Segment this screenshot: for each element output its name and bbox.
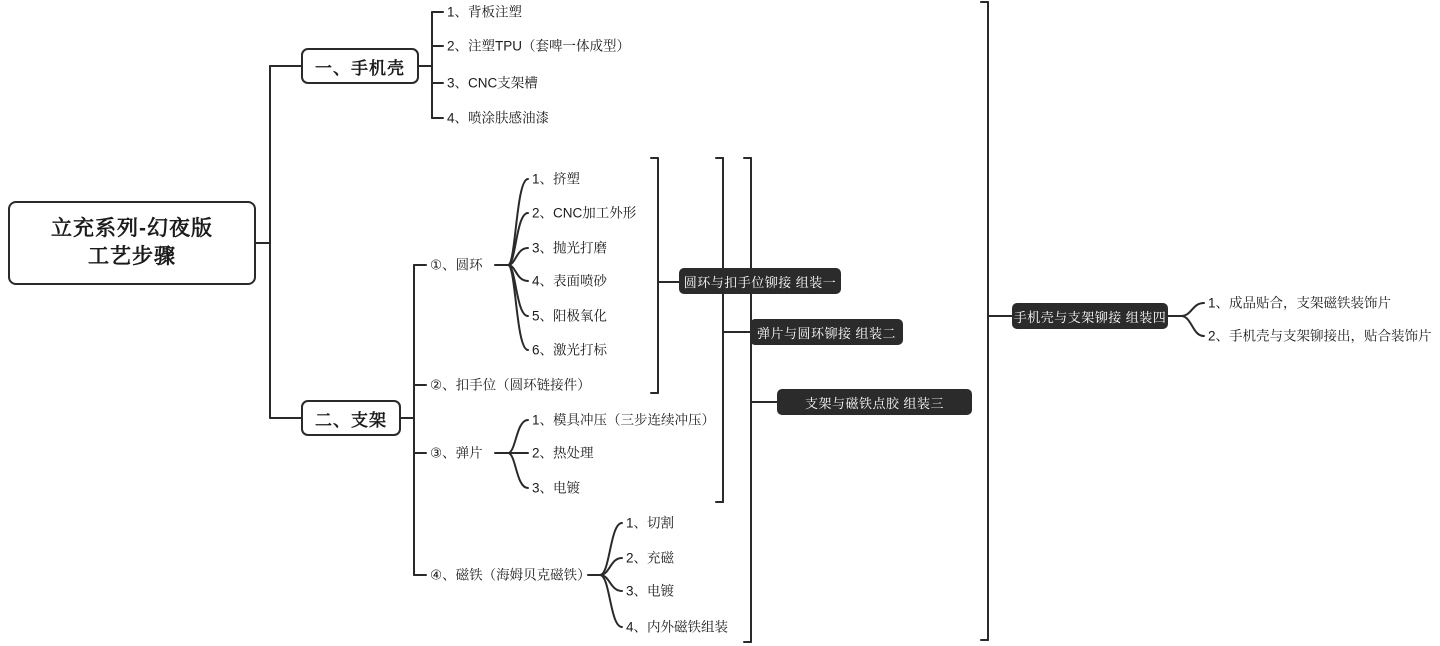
leaf-item[interactable]: 1、切割 — [626, 515, 675, 531]
assembly-chip-1[interactable] — [679, 268, 841, 294]
assembly-chip-2[interactable] — [750, 319, 903, 345]
leaf-item[interactable]: 3、电镀 — [626, 583, 675, 599]
final-step-item[interactable]: 1、成品贴合，支架磁铁装饰片 — [1208, 295, 1392, 311]
assembly-label: 手机壳与支架铆接 组装四 — [1013, 309, 1167, 325]
root-node[interactable] — [8, 201, 256, 285]
final-step-item[interactable]: 2、手机壳与支架铆接出，贴合装饰片 — [1208, 328, 1432, 344]
leaf-item[interactable]: 1、挤塑 — [532, 171, 581, 187]
branch-node-bracket[interactable] — [301, 400, 401, 436]
leaf-item[interactable]: 2、热处理 — [532, 445, 594, 461]
leaf-item[interactable]: 3、电镀 — [532, 480, 581, 496]
branch-label: 一、手机壳 — [315, 58, 405, 78]
assembly-label: 圆环与扣手位铆接 组装一 — [683, 274, 837, 290]
leaf-item[interactable]: 5、阳极氧化 — [532, 308, 608, 324]
assembly-chip-3[interactable] — [777, 389, 972, 415]
group-label-magnet[interactable]: ④、磁铁（海姆贝克磁铁） — [430, 567, 591, 583]
group-label-handle[interactable]: ②、扣手位（圆环链接件） — [430, 377, 591, 393]
branch-node-phone-case[interactable] — [301, 48, 419, 84]
assembly-label: 支架与磁铁点胶 组装三 — [804, 395, 945, 411]
assembly-chip-4[interactable] — [1012, 303, 1168, 329]
leaf-item[interactable]: 2、注塑TPU（套啤一体成型） — [447, 38, 631, 54]
leaf-item[interactable]: 4、喷涂肤感油漆 — [447, 110, 550, 126]
root-title-line1: 立充系列-幻夜版 — [51, 216, 213, 240]
leaf-item[interactable]: 3、抛光打磨 — [532, 240, 608, 256]
leaf-item[interactable]: 4、表面喷砂 — [532, 273, 608, 289]
assembly-label: 弹片与圆环铆接 组装二 — [756, 325, 897, 341]
leaf-item[interactable]: 3、CNC支架槽 — [447, 75, 538, 91]
group-label-ring[interactable]: ①、圆环 — [430, 257, 483, 273]
branch-label: 二、支架 — [315, 410, 387, 430]
leaf-item[interactable]: 6、激光打标 — [532, 342, 608, 358]
leaf-item[interactable]: 1、背板注塑 — [447, 4, 523, 20]
leaf-item[interactable]: 2、充磁 — [626, 550, 675, 566]
leaf-item[interactable]: 4、内外磁铁组装 — [626, 619, 729, 635]
root-title-line2: 工艺步骤 — [88, 245, 176, 268]
leaf-item[interactable]: 2、CNC加工外形 — [532, 205, 637, 221]
group-label-spring[interactable]: ③、弹片 — [430, 445, 483, 461]
leaf-item[interactable]: 1、模具冲压（三步连续冲压） — [532, 412, 716, 428]
